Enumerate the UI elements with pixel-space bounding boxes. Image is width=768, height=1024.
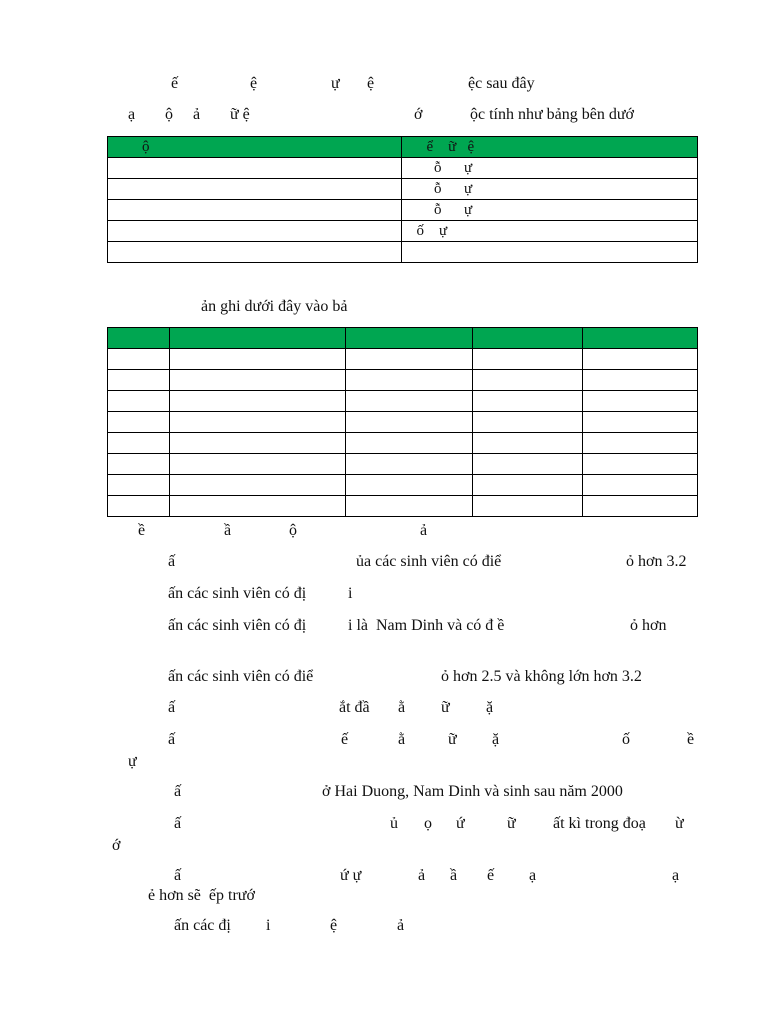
intro-line1-part: ệc sau đây <box>468 75 535 92</box>
intro-line2-part: ộc tính như bảng bên dướ <box>470 106 634 123</box>
table-cell <box>473 496 583 517</box>
table-cell <box>169 496 345 517</box>
table-cell <box>108 496 170 517</box>
query-part: ấ <box>168 553 176 570</box>
query-part: ấn các đị <box>174 917 231 934</box>
query-part: i <box>266 917 271 934</box>
table-cell: ỗ ự <box>402 158 698 179</box>
intro-line2-part: ộ <box>165 106 173 123</box>
table-cell <box>345 496 473 517</box>
query-part: ấ <box>174 783 182 800</box>
table-header-row <box>108 137 698 158</box>
table-row <box>108 242 698 263</box>
query-part: ở Hai Duong, Nam Dinh và sinh sau năm 2000 <box>322 783 623 800</box>
query-part: ỏ hơn 3.2 <box>626 553 687 570</box>
instruction-part: ề <box>138 522 146 539</box>
table-row <box>108 158 698 179</box>
table-cell <box>108 454 170 475</box>
table-cell <box>583 433 698 454</box>
query-part: ỏ hơn 2.5 và không lớn hơn 3.2 <box>441 668 642 685</box>
intro-line2-part: ạ <box>128 106 136 123</box>
table-cell <box>583 454 698 475</box>
query-part: ất kì trong đoạ <box>553 815 646 832</box>
table-cell <box>473 475 583 496</box>
table-cell <box>473 454 583 475</box>
query-part: ứ <box>456 815 465 832</box>
table-cell <box>108 179 402 200</box>
header-cell <box>108 328 170 349</box>
table-cell <box>169 454 345 475</box>
table-cell <box>583 349 698 370</box>
query-part: ế <box>341 731 349 748</box>
intro-line2-part: ớ <box>414 106 423 123</box>
query-continuation: ự <box>128 753 137 770</box>
query-part: ế <box>487 867 495 884</box>
query-part: ố <box>622 731 630 748</box>
query-part: ủ <box>390 815 398 832</box>
query-part: i <box>348 585 353 602</box>
table-cell <box>473 412 583 433</box>
table-cell <box>473 349 583 370</box>
table-cell <box>169 433 345 454</box>
query-part: ấn các sinh viên có điể <box>168 668 314 685</box>
intro-line1-part: ệ <box>367 75 375 92</box>
table-cell <box>583 475 698 496</box>
query-part: ữ <box>507 815 516 832</box>
instruction-part: ộ <box>289 522 297 539</box>
table-cell: ố ự <box>402 221 698 242</box>
table-cell <box>345 370 473 391</box>
intro-line1-part: ế <box>171 75 179 92</box>
table-cell <box>169 391 345 412</box>
query-part: ả <box>397 917 405 934</box>
instruction-part: ầ <box>224 522 232 539</box>
section2-text: ản ghi dưới đây vào bả <box>201 298 348 315</box>
table-row <box>108 496 698 517</box>
table-cell <box>108 242 402 263</box>
query-part: ề <box>687 731 695 748</box>
query-part: ấ <box>174 867 182 884</box>
instruction-part: ả <box>420 522 428 539</box>
table-row <box>108 349 698 370</box>
query-part: ứ ự <box>340 867 362 884</box>
query-part: ạ <box>672 867 680 884</box>
table-cell <box>108 349 170 370</box>
table-cell <box>345 412 473 433</box>
query-part: ữ <box>441 699 450 716</box>
intro-line1-part: ệ <box>250 75 258 92</box>
table-row <box>108 221 698 242</box>
records-table <box>107 327 698 517</box>
table-cell <box>583 412 698 433</box>
table-row <box>108 412 698 433</box>
query-part: ấn các sinh viên có đị <box>168 585 307 602</box>
intro-line2-part: ữ ệ <box>230 106 250 123</box>
table-cell <box>583 496 698 517</box>
query-part: ả <box>418 867 426 884</box>
table-cell <box>583 370 698 391</box>
table-cell <box>108 200 402 221</box>
query-part: ọ <box>424 815 432 832</box>
header-cell <box>169 328 345 349</box>
header-cell: ể ữ ệ <box>402 137 698 158</box>
query-part: ấ <box>168 731 176 748</box>
query-part: i là Nam Dinh và có đ ề <box>348 617 505 634</box>
query-part: ỏ hơn <box>630 617 667 634</box>
table-cell <box>473 433 583 454</box>
query-part: ạ <box>529 867 537 884</box>
table-cell <box>345 433 473 454</box>
table-cell <box>345 391 473 412</box>
table-cell <box>108 475 170 496</box>
query-part: ừ <box>675 815 684 832</box>
table-cell <box>473 370 583 391</box>
table-cell <box>345 349 473 370</box>
table-cell <box>169 412 345 433</box>
header-cell <box>345 328 473 349</box>
table-cell <box>169 370 345 391</box>
table-row <box>108 370 698 391</box>
query-part: ủa các sinh viên có điể <box>356 553 502 570</box>
table-row <box>108 454 698 475</box>
table-row <box>108 433 698 454</box>
table-cell <box>108 370 170 391</box>
query-part: ằ <box>398 731 406 748</box>
attribute-table <box>107 136 698 263</box>
table-cell <box>473 391 583 412</box>
header-cell: ộ <box>108 137 402 158</box>
table-cell <box>108 158 402 179</box>
query-part: ấ <box>174 815 182 832</box>
header-cell <box>583 328 698 349</box>
table-cell <box>345 475 473 496</box>
table-cell: ỗ ự <box>402 179 698 200</box>
table-row <box>108 179 698 200</box>
intro-line1-part: ự <box>331 75 340 92</box>
table-cell <box>108 221 402 242</box>
query-part: ặ <box>486 699 494 716</box>
query-part: ặ <box>492 731 500 748</box>
table-row <box>108 475 698 496</box>
table-cell <box>169 475 345 496</box>
table-header-row <box>108 328 698 349</box>
query-continuation: ớ <box>112 837 121 854</box>
query-part: ệ <box>330 917 338 934</box>
query-part: ữ <box>448 731 457 748</box>
query-part: ắt đầ <box>339 699 370 716</box>
table-cell <box>108 412 170 433</box>
query-part: ấ <box>168 699 176 716</box>
table-cell <box>108 433 170 454</box>
query-part: ầ <box>450 867 458 884</box>
table-cell <box>402 242 698 263</box>
table-cell <box>583 391 698 412</box>
table-cell <box>108 391 170 412</box>
query-part: ằ <box>398 699 406 716</box>
table-row <box>108 200 698 221</box>
table-cell <box>345 454 473 475</box>
header-cell <box>473 328 583 349</box>
table-cell: ỗ ự <box>402 200 698 221</box>
query-part: ấn các sinh viên có đị <box>168 617 307 634</box>
intro-line2-part: ả <box>193 106 201 123</box>
table-cell <box>169 349 345 370</box>
table-row <box>108 391 698 412</box>
query-continuation: ẻ hơn sẽ ếp trướ <box>148 887 255 904</box>
